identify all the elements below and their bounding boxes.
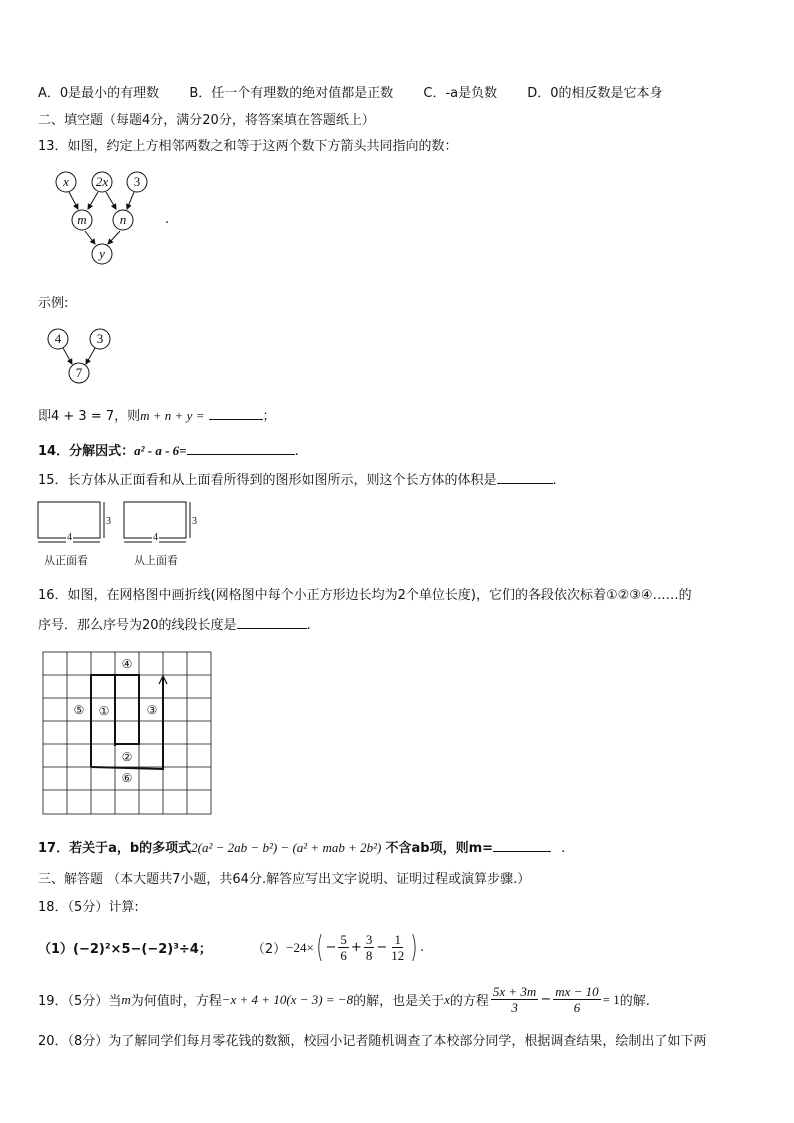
q18-frac3-num: 1 bbox=[394, 932, 401, 947]
q18-end: . bbox=[419, 940, 425, 955]
grid-label-2: ② bbox=[121, 750, 133, 764]
front-view-caption: 从正面看 bbox=[44, 554, 88, 567]
q13-statement-prefix: 即4 + 3 = 7，则 bbox=[38, 409, 141, 424]
example-node-7-label: 7 bbox=[75, 365, 83, 380]
q13-trailing-dot: . bbox=[165, 212, 170, 227]
q16-grid bbox=[42, 651, 214, 819]
q16-line1: 16．如图，在网格图中画折线(网格图中每个小正方形边长均为2个单位长度)，它们的各段依次标着①②③④……的 bbox=[38, 588, 692, 603]
example-node-3-label: 3 bbox=[96, 331, 104, 346]
node-2x-label: 2x bbox=[95, 174, 109, 189]
option-c: C．-a是负数 bbox=[423, 86, 498, 101]
q19-var-x: x bbox=[444, 991, 450, 1007]
q17-end: . bbox=[561, 841, 566, 856]
option-b: B．任一个有理数的绝对值都是正数 bbox=[189, 86, 394, 101]
q19-prefix: 19．（5分）当 bbox=[38, 994, 122, 1009]
left-paren-icon: ( bbox=[316, 929, 324, 965]
q14-expr: a² - a - 6= bbox=[134, 443, 187, 458]
q17-line bbox=[38, 837, 565, 856]
q19-eq2-tail: = 1 bbox=[602, 991, 620, 1007]
q19-var-m: m bbox=[121, 991, 131, 1007]
q16-answer-blank bbox=[237, 616, 307, 629]
top-view-caption: 从上面看 bbox=[134, 554, 178, 567]
q18-frac3 bbox=[389, 932, 406, 963]
grid-label-1: ① bbox=[98, 704, 110, 718]
grid-label-4: ④ bbox=[121, 657, 133, 671]
grid-label-6: ⑥ bbox=[121, 771, 133, 785]
front-height-label: 3 bbox=[106, 516, 111, 527]
q19-text1: 为何值时，方程 bbox=[130, 994, 222, 1009]
q18-parts: （1）(−2)²×5−(−2)³÷4； （2） −24× ( − $\frac{5}{6}$ + $\frac{3}{8}$ − $\frac{1}{12}$ ) . bbox=[38, 929, 425, 965]
front-width-label: 4 bbox=[67, 532, 72, 543]
q17-prefix: 17．若关于a，b的多项式 bbox=[38, 841, 192, 856]
q18-title: 18．（5分）计算: bbox=[38, 900, 139, 915]
q13-prompt: 13．如图，约定上方相邻两数之和等于这两个数下方箭头共同指向的数： bbox=[38, 139, 458, 154]
q18-frac3-den: 12 bbox=[391, 948, 405, 963]
q13-statement-suffix: ； bbox=[262, 409, 276, 424]
q14-line bbox=[38, 440, 299, 459]
q19-text2: 的解，也是关于 bbox=[353, 994, 445, 1009]
option-d: D．0的相反数是它本身 bbox=[527, 86, 663, 101]
node-x-label: x bbox=[63, 174, 69, 189]
q19-frac2 bbox=[553, 984, 600, 1015]
q13-example-diagram bbox=[44, 327, 124, 387]
q18-part2-lead: −24× bbox=[286, 939, 314, 955]
top-width-label: 4 bbox=[153, 532, 158, 543]
q13-answer-blank bbox=[209, 407, 263, 420]
section2-heading: 二、填空题（每题4分，满分20分，将答案填在答题纸上） bbox=[38, 113, 375, 128]
q17-middle: 不含ab项，则m= bbox=[385, 841, 494, 856]
q18-frac1-num: 5 bbox=[340, 932, 347, 947]
q14-answer-blank bbox=[187, 442, 295, 455]
q14-end: . bbox=[294, 444, 299, 459]
q15-end: . bbox=[552, 473, 557, 488]
q19-frac2-den: 6 bbox=[573, 1000, 581, 1015]
q18-part2-prefix: （2） bbox=[251, 942, 287, 957]
q16-end: . bbox=[306, 618, 311, 633]
q15-views bbox=[36, 500, 206, 544]
q19-text3: 的方程 bbox=[449, 994, 489, 1009]
option-a: A．0是最小的有理数 bbox=[38, 86, 160, 101]
q15-answer-blank bbox=[497, 471, 553, 484]
q18-frac2-den: 8 bbox=[365, 948, 373, 963]
q17-expr: 2(a² − 2ab − b²) − (a² + mab + 2b²) bbox=[191, 840, 382, 855]
right-paren-icon: ) bbox=[410, 929, 418, 965]
q15-prompt: 15．长方体从正面看和从上面看所得到的图形如图所示，则这个长方体的体积是 bbox=[38, 473, 497, 488]
q19-frac1 bbox=[491, 984, 538, 1015]
example-node-4-label: 4 bbox=[54, 331, 62, 346]
q19-frac1-num: 5x + 3m bbox=[492, 984, 537, 999]
q19-frac1-den: 3 bbox=[511, 1000, 518, 1015]
q18-frac2 bbox=[364, 932, 375, 963]
q16-line2 bbox=[38, 614, 311, 633]
node-m-label: m bbox=[77, 212, 87, 227]
section3-heading: 三、解答题 （本大题共7小题，共64分.解答应写出文字说明、证明过程或演算步骤.） bbox=[38, 872, 531, 887]
q19-eq1: −x + 4 + 10(x − 3) = −8 bbox=[221, 991, 354, 1007]
q13-statement bbox=[38, 405, 276, 424]
q16-line2-text: 序号．那么序号为20的线段长度是 bbox=[38, 618, 237, 633]
grid-label-5: ⑤ bbox=[73, 703, 85, 717]
q19-frac2-num: mx − 10 bbox=[555, 984, 599, 999]
q17-answer-blank bbox=[493, 839, 551, 852]
q19-end: 的解. bbox=[619, 994, 650, 1009]
grid-label-3: ③ bbox=[146, 703, 158, 717]
q18-frac1 bbox=[338, 932, 349, 963]
q18-frac2-num: 3 bbox=[365, 932, 373, 947]
q13-statement-expr: m + n + y = bbox=[140, 408, 205, 423]
q19-line: 19．（5分）当 m 为何值时，方程 −x + 4 + 10(x − 3) = −8 的解，也是关于 x 的方程 $\frac{5x + 3m}{3}$ − $\frac{mx - 10}{6}$ = 1 的解. bbox=[38, 984, 650, 1015]
top-height-label: 3 bbox=[192, 516, 197, 527]
node-3-label: 3 bbox=[133, 174, 141, 189]
q20-text: 20．（8分）为了解同学们每月零花钱的数额，校园小记者随机调查了本校部分同学，根据调查结果，绘制出了如下两 bbox=[38, 1034, 707, 1049]
q15-line bbox=[38, 469, 557, 488]
node-y-label: y bbox=[99, 246, 105, 261]
q18-part1: （1）(−2)²×5−(−2)³÷4； bbox=[38, 942, 212, 957]
q13-example-label: 示例: bbox=[38, 296, 69, 311]
q14-prompt: 14．分解因式： bbox=[38, 444, 135, 459]
options-row bbox=[38, 82, 663, 101]
q18-frac1-den: 6 bbox=[340, 948, 347, 963]
node-n-label: n bbox=[119, 212, 127, 227]
